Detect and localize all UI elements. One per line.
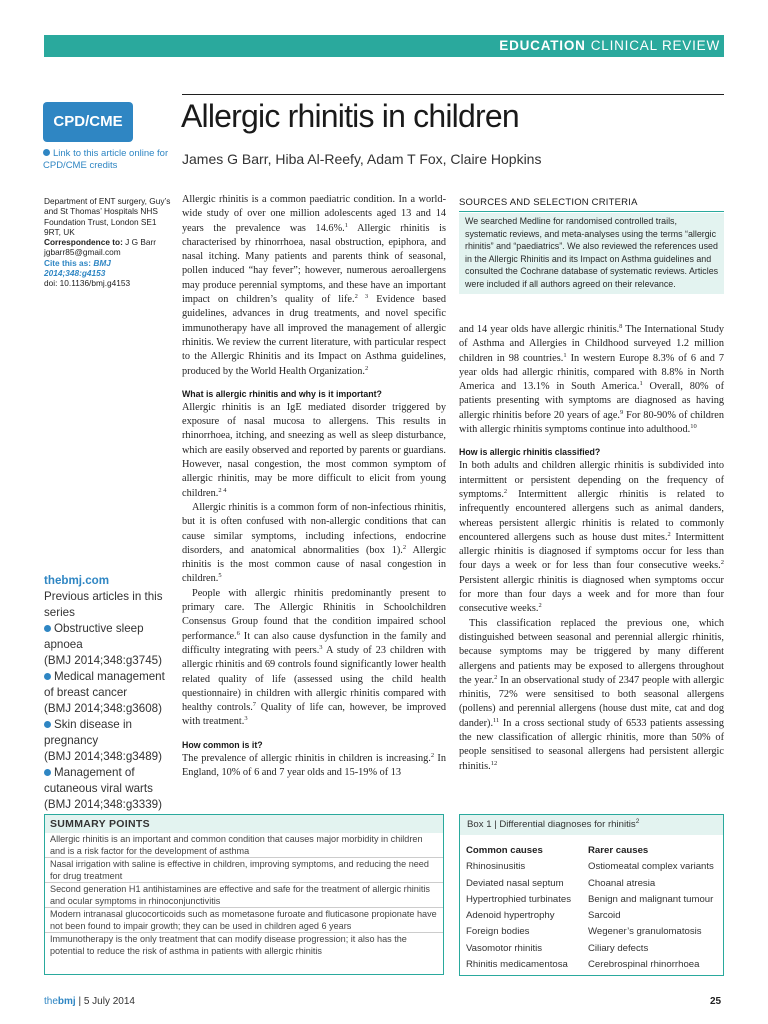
reference-marker[interactable]: 2 bbox=[538, 602, 542, 610]
paragraph bbox=[182, 193, 446, 379]
list-item: Adenoid hypertrophy bbox=[466, 910, 555, 922]
logo-bmj: bmj bbox=[57, 996, 76, 1007]
arrow-bullet-icon bbox=[43, 149, 50, 156]
arrow-bullet-icon bbox=[44, 769, 51, 776]
article-authors: James G Barr, Hiba Al-Reefy, Adam T Fox, Claire Hopkins bbox=[182, 151, 542, 167]
related-item-ref: (BMJ 2014;348:g3339) bbox=[44, 798, 162, 811]
cite-label: Cite this as: bbox=[44, 257, 92, 268]
citation bbox=[44, 258, 174, 279]
text-run: Evidence based guidelines, advances in drug treatments, and novel specific immunotherapy have all improved the management of allergic rhinitis. We review the current literature, with particular respect to the Allergic Rhinitis and its Impact on Asthma guidelines, produced by the World Health Organization. bbox=[182, 294, 446, 377]
reference-marker[interactable]: 2 bbox=[720, 559, 724, 567]
text-run: Allergic rhinitis is the most common cause of nasal congestion in children. bbox=[182, 544, 446, 585]
list-item: Vasomotor rhinitis bbox=[466, 942, 543, 954]
text-run: This classification replaced the previous one, which distinguished between seasonal and perennial allergic rhinitis, because symptoms may be triggered by many different allergens and patients may be exposed to allergens throughout the year. bbox=[459, 617, 724, 686]
list-item: Rhinosinusitis bbox=[466, 861, 526, 873]
list-item: Ostiomeatal complex variants bbox=[588, 861, 714, 873]
cpd-cme-link-text[interactable]: Link to this article online for CPD/CME credits bbox=[43, 148, 169, 171]
reference-marker[interactable]: 3 bbox=[244, 715, 248, 723]
list-item: Deviated nasal septum bbox=[466, 877, 564, 889]
reference-marker[interactable]: 6 bbox=[236, 629, 240, 637]
text-run: The International Study of Asthma and Allergies in Childhood surveyed 1.2 million children in 98 countries. bbox=[459, 324, 724, 364]
body-column-1 bbox=[182, 193, 446, 780]
text-run: In England, 10% of 6 and 7 year olds and 15-19% of 13 bbox=[182, 752, 446, 778]
text-run: In a cross sectional study of 6533 patients assessing the new classification of allergic rhinitis, more than 50% of people sensitised to seasonal allergens had persistent allergic rhinitis. bbox=[459, 717, 724, 772]
summary-item: Second generation H1 antihistamines are effective and safe for the treatment of allergic rhinitis and ocular symptoms in rhinoconjunctivitis bbox=[45, 883, 443, 908]
summary-item: Modern intranasal glucocorticoids such as mometasone furoate and fluticasone propionate have not been found to impair growth; they can be used in children aged 6 years bbox=[45, 908, 443, 933]
text-run: For 80-90% of children with allergic rhinitis symptoms continue into adulthood. bbox=[459, 409, 724, 436]
common-causes-heading: Common causes bbox=[466, 845, 543, 856]
related-item-title[interactable]: Obstructive sleep apnoea bbox=[44, 622, 144, 651]
section-sublabel: CLINICAL REVIEW bbox=[590, 38, 720, 53]
text-run: It can also cause dysfunction in the family and difficulty integrating with peers. bbox=[182, 630, 446, 656]
paragraph bbox=[182, 501, 446, 587]
box-1-heading: Box 1 | Differential diagnoses for rhinitis$^2$ bbox=[460, 815, 723, 835]
related-item-title[interactable]: Management of cutaneous viral warts bbox=[44, 766, 153, 795]
paragraph bbox=[459, 617, 724, 774]
reference-marker[interactable]: 2 bbox=[402, 543, 407, 551]
paragraph bbox=[459, 459, 724, 616]
arrow-bullet-icon bbox=[44, 721, 51, 728]
text-run: People with allergic rhinitis predominantly present to primary care. The Allergic Rhinitis in Schoolchildren Consensus Group found that the condition impaired school performance. bbox=[182, 587, 446, 642]
doi[interactable]: doi: 10.1136/bmj.g4153 bbox=[44, 278, 131, 289]
list-item: Wegener’s granulomatosis bbox=[588, 926, 702, 938]
rarer-causes-list bbox=[588, 843, 714, 973]
reference-marker[interactable]: 5 bbox=[218, 572, 222, 580]
section-label: EDUCATION bbox=[499, 38, 586, 53]
related-head[interactable]: thebmj.com bbox=[44, 574, 110, 587]
reference-marker[interactable]: 12 bbox=[490, 759, 498, 767]
reference-marker[interactable]: 2 bbox=[364, 364, 369, 372]
arrow-bullet-icon bbox=[44, 673, 51, 680]
text-run: Quality of life can, however, be improved with treatment. bbox=[182, 702, 446, 728]
list-item: Benign and malignant tumour bbox=[588, 893, 714, 905]
affiliation-block bbox=[44, 196, 174, 289]
cpd-cme-link[interactable] bbox=[43, 148, 178, 171]
summary-heading: SUMMARY POINTS bbox=[45, 815, 443, 833]
list-item: Foreign bodies bbox=[466, 926, 530, 938]
text-run: Allergic rhinitis is an IgE mediated disorder triggered by exposure of nasal mucosa to allergens. This results in rhinorrhoea, itching, and sneezing as well as sleep disturbance, which are easily observed and reported by parents or guardians. However, nasal congestion, the most common symptom of allergic rhinitis, may be more difficult to elicit from young children. bbox=[182, 401, 446, 499]
related-item-ref: (BMJ 2014;348:g3608) bbox=[44, 702, 162, 715]
summary-item: Immunotherapy is the only treatment that can modify disease progression; it also has the potential to reduce the risk of asthma in patients with allergic rhinitis bbox=[50, 934, 407, 956]
summary-item: Nasal irrigation with saline is effective in children, improving symptoms, and reducing the need for drug treatment bbox=[45, 858, 443, 883]
text-run: The prevalence of allergic rhinitis in children is increasing. bbox=[182, 752, 431, 764]
box-title: Differential diagnoses for rhinitis bbox=[499, 819, 636, 830]
list-item: Choanal atresia bbox=[588, 877, 656, 889]
list-item: Rhinitis medicamentosa bbox=[466, 959, 568, 971]
text-run: Allergic rhinitis is a common form of non-infectious rhinitis, but it is often confused with non-allergic conditions that can cause similar symptoms, including infections, endocrine disorders, and anatomical abnormalities (box 1). bbox=[182, 501, 446, 556]
text-run: In an observational study of 2347 people with allergic rhinitis, 72% were sensitised to both seasonal allergens (pollens) and perennial allergens (house dust mite, cat and dog dander). bbox=[459, 674, 724, 729]
reference-marker[interactable]: 9 bbox=[619, 408, 624, 416]
common-causes-list bbox=[466, 843, 571, 973]
correspondence-email[interactable]: jgbarr85@gmail.com bbox=[44, 247, 121, 258]
related-articles bbox=[44, 573, 174, 813]
text-run: Overall, 80% of patients presenting with symptoms are diagnosed as having allergic rhinitis before 20 years of age. bbox=[459, 381, 725, 421]
section-heading: What is allergic rhinitis and why is it important? bbox=[182, 388, 382, 399]
reference-marker[interactable]: 1 bbox=[563, 351, 567, 359]
reference-marker[interactable]: 2 bbox=[503, 487, 508, 495]
box-label: Box 1 bbox=[467, 819, 492, 830]
related-item[interactable] bbox=[44, 765, 174, 797]
text-run: Persistent allergic rhinitis is diagnosed when symptoms occur for more than four days a week and for more than four consecutive weeks. bbox=[459, 574, 724, 615]
related-item-title[interactable]: Skin disease in pregnancy bbox=[44, 718, 132, 747]
cite-ref: BMJ 2014;348:g4153 bbox=[44, 257, 111, 279]
affiliation-dept: Department of ENT surgery, Guy’s and St Thomas’ Hospitals NHS Foundation Trust, London SE1 9RT, UK bbox=[44, 196, 171, 237]
list-item: Cerebrospinal rhinorrhoea bbox=[588, 959, 700, 971]
sources-selection-box bbox=[459, 196, 724, 294]
summary-points-box bbox=[44, 814, 444, 975]
reference-marker[interactable]: 11 bbox=[493, 716, 500, 724]
reference-marker[interactable]: 1 bbox=[344, 221, 348, 229]
paragraph bbox=[459, 323, 724, 437]
paragraph bbox=[182, 587, 446, 730]
title-rule bbox=[182, 94, 724, 95]
journal-logo bbox=[44, 996, 76, 1007]
text-run: In western Europe 8.3% of 6 and 7 year olds had allergic rhinitis, compared with 8.8% in North America and 13.1% in South America. bbox=[459, 352, 724, 393]
text-run: Intermittent allergic rhinitis is related to infrequently encountered allergens such as animal danders, whereas persistent allergic rhinitis is related to commonly encountered allergens such as house dust mites. bbox=[459, 488, 724, 543]
reference-marker[interactable]: 2 bbox=[494, 673, 498, 681]
summary-item: Allergic rhinitis is an important and common condition that causes major morbidity in children and is a risk factor for the development of asthma bbox=[45, 833, 443, 858]
reference-marker[interactable]: 2 bbox=[430, 751, 435, 759]
reference-marker[interactable]: 1 bbox=[639, 380, 643, 388]
related-intro: Previous articles in this series bbox=[44, 590, 163, 619]
related-item-ref: (BMJ 2014;348:g3489) bbox=[44, 750, 162, 763]
text-run: and 14 year olds have allergic rhinitis. bbox=[459, 324, 620, 335]
reference-marker[interactable]: 7 bbox=[252, 701, 257, 709]
body-column-2 bbox=[459, 323, 724, 774]
paragraph bbox=[182, 752, 446, 781]
correspondence bbox=[44, 237, 174, 247]
reference-marker[interactable]: 2 bbox=[667, 530, 671, 538]
arrow-bullet-icon bbox=[44, 625, 51, 632]
article-title: Allergic rhinitis in children bbox=[181, 98, 519, 134]
correspondence-label: Correspondence to: bbox=[44, 237, 123, 248]
issue-date: | 5 July 2014 bbox=[78, 996, 135, 1007]
reference-marker[interactable]: 10 bbox=[690, 423, 697, 431]
page-number: 25 bbox=[710, 996, 722, 1007]
sources-body: We searched Medline for randomised controlled trails, systematic reviews, and meta-analyses using the terms “allergic rhinitis” and “paediatrics”. We also reviewed the references used in the Allergic Rhinitis and its Impact on Asthma guidelines and consulted the Cochrane database of systematic reviews. Articles were included if all authors agreed on their relevance. bbox=[459, 213, 724, 294]
related-item-ref: (BMJ 2014;348:g3745) bbox=[44, 654, 162, 667]
reference-marker[interactable]: 8 bbox=[619, 323, 623, 330]
reference-marker[interactable]: 2 bbox=[635, 818, 640, 825]
correspondence-name: J G Barr bbox=[125, 237, 157, 248]
text-run: Intermittent allergic rhinitis is diagnosed if symptoms occur for less than four days a week or for less than four consecutive weeks. bbox=[459, 531, 724, 572]
cpd-cme-badge: CPD/CME bbox=[43, 102, 133, 142]
related-item-title[interactable]: Medical management of breast cancer bbox=[44, 670, 165, 699]
text-run: Allergic rhinitis is characterised by rhinorrhoea, nasal obstruction, epiphora, and nasal itching. Many patients and parents think of seasonal, pollen induced “hay fever”; however, numerous aeroallergens may produce perennial symptoms, and these have an important impact on children’s quality of life. bbox=[182, 222, 447, 306]
related-item[interactable] bbox=[44, 669, 174, 701]
list-item: Ciliary defects bbox=[588, 942, 649, 954]
logo-the: the bbox=[44, 996, 58, 1007]
related-item[interactable] bbox=[44, 717, 174, 749]
text-run: In both adults and children allergic rhinitis is subdivided into intermittent or persistent depending on the frequency of symptoms. bbox=[459, 460, 724, 500]
section-heading: How common is it? bbox=[182, 739, 263, 750]
related-item[interactable] bbox=[44, 621, 174, 653]
section-heading: How is allergic rhinitis classified? bbox=[459, 447, 601, 458]
reference-marker[interactable]: 2 4 bbox=[218, 486, 227, 494]
section-header-bar bbox=[44, 35, 724, 57]
text-run: A study of 23 children with allergic rhinitis and 69 controls found significantly lower health related quality of life (assessed using the child health questionnaire) in children with allergic rhinitis compared with healthy controls. bbox=[182, 644, 446, 714]
list-item: Sarcoid bbox=[588, 910, 621, 922]
paragraph bbox=[182, 401, 446, 501]
rarer-causes-heading: Rarer causes bbox=[588, 845, 649, 856]
reference-marker[interactable]: 3 bbox=[319, 643, 323, 651]
page-footer bbox=[44, 996, 135, 1007]
list-item: Hypertrophied turbinates bbox=[466, 893, 572, 905]
text-run: Allergic rhinitis is a common paediatric condition. In a world-wide study of over one million adolescents aged 13 and 14 years the prevalence was 14.6%. bbox=[182, 194, 446, 234]
reference-marker[interactable]: 2 3 bbox=[354, 293, 369, 301]
box-1-differential-diagnoses bbox=[459, 814, 724, 976]
sources-heading: SOURCES AND SELECTION CRITERIA bbox=[459, 196, 724, 212]
